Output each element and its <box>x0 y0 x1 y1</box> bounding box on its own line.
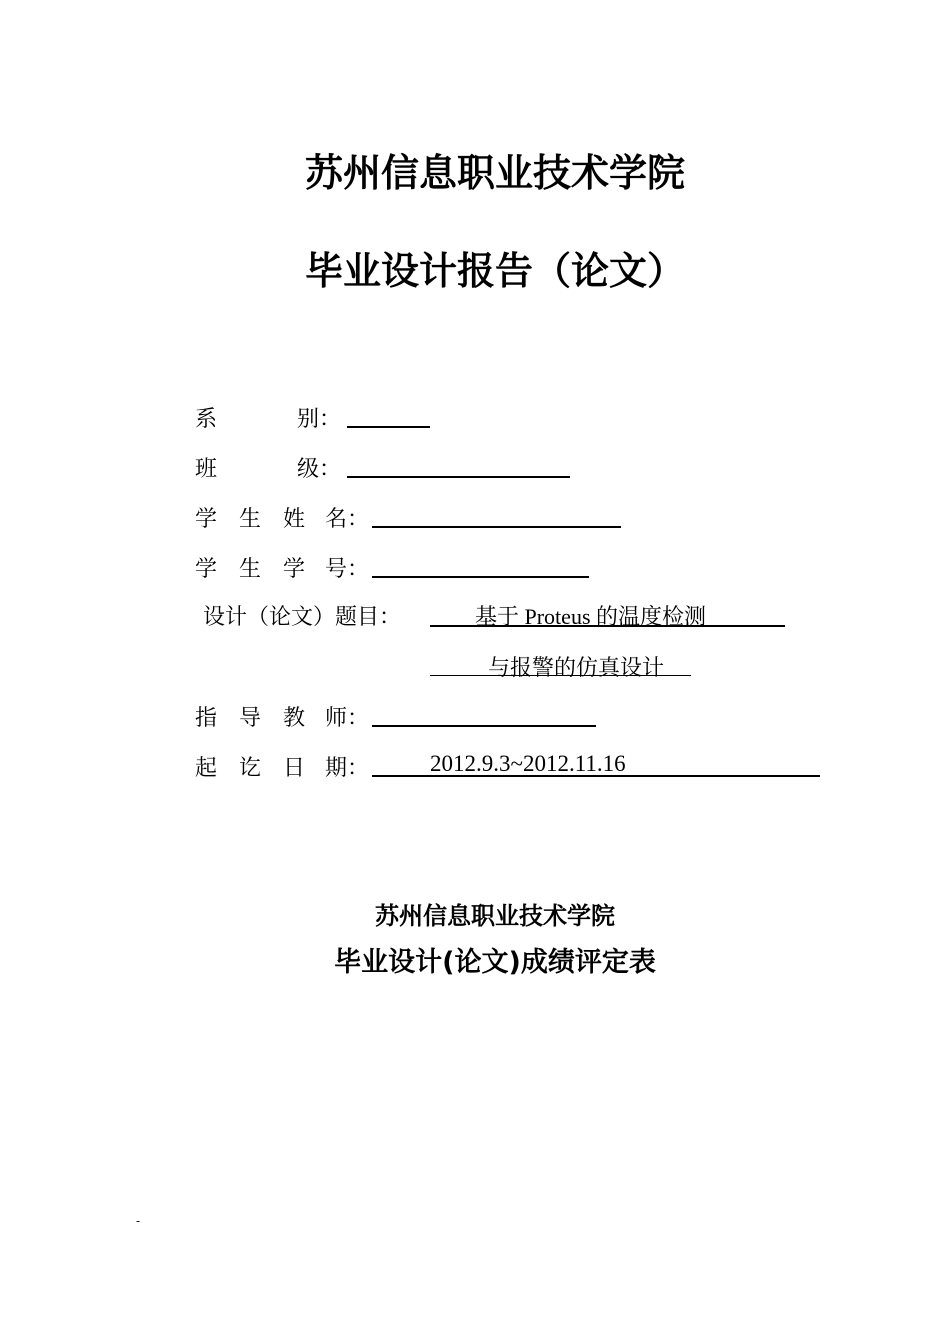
class-value-line[interactable] <box>347 476 570 478</box>
thesis-topic-value-1: 基于 Proteus 的温度检测 <box>475 604 707 629</box>
evaluation-institution: 苏州信息职业技术学院 <box>375 902 615 930</box>
advisor-value-line[interactable] <box>372 725 596 727</box>
thesis-topic-label: 设计（论文）题目： <box>203 605 402 630</box>
student-id-value-line[interactable] <box>372 576 589 578</box>
field-thesis-topic <box>203 600 823 630</box>
student-name-value-line[interactable] <box>372 526 621 528</box>
document-page: 苏州信息职业技术学院 毕业设计报告（论文） 系 别： 班 级： 学 生 姓 名： 学 生 学 号： 设计（论文）题目： 基于 Proteus 的温度检测 与报警的仿真设计 指 导 教 师： 起 讫 日 期： 2012.9.3~2012.11.16 苏州信息职业技术学院 毕业设计(论文)成绩评定表 - <box>0 0 950 1344</box>
report-title: 毕业设计报告（论文） <box>304 249 685 293</box>
footer-mark: - <box>136 1214 141 1228</box>
thesis-topic-value-2: 与报警的仿真设计 <box>488 655 665 680</box>
institution-title: 苏州信息职业技术学院 <box>304 151 685 195</box>
field-thesis-topic-cont <box>430 651 730 681</box>
date-range-value: 2012.9.3~2012.11.16 <box>430 751 626 776</box>
evaluation-form-title: 毕业设计(论文)成绩评定表 <box>334 947 656 978</box>
department-value-line[interactable] <box>347 426 430 428</box>
